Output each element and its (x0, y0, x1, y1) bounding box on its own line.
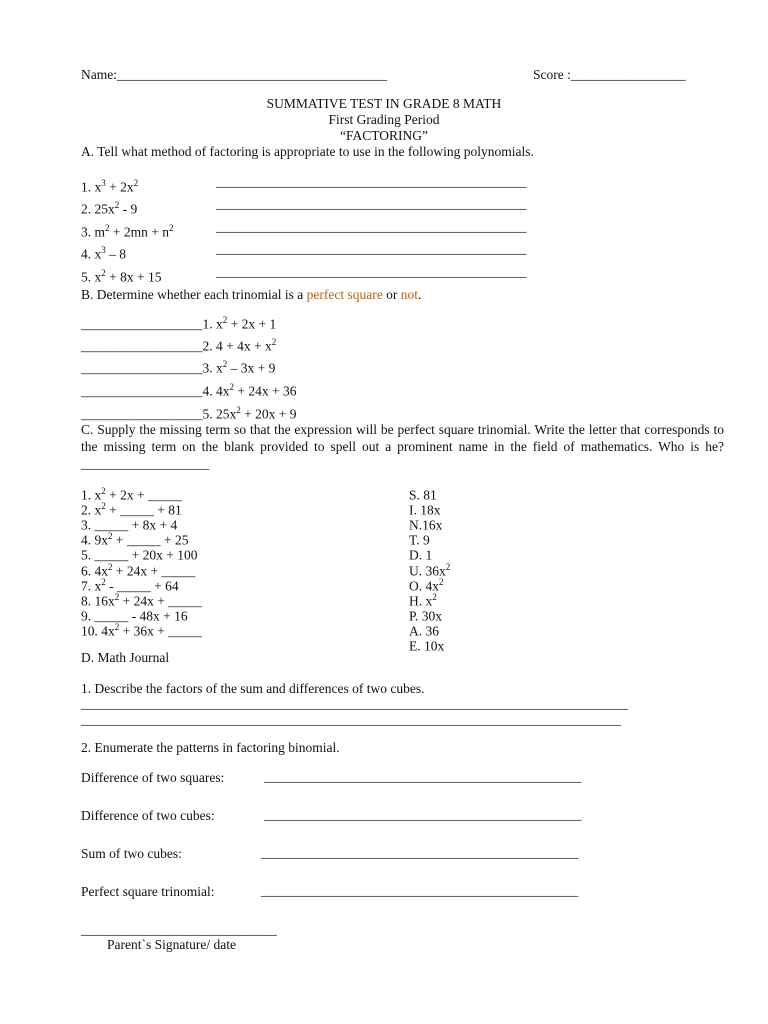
expr-pre: 4. x (81, 246, 102, 262)
journal-question-2: 2. Enumerate the patterns in factoring binomial. (81, 740, 340, 755)
name-field[interactable]: Name:________________________________________ (81, 67, 387, 82)
section-b-answer-blank[interactable]: __________________ (81, 338, 203, 354)
score-field[interactable]: Score :_________________ (533, 67, 686, 82)
expr-exp-1: 2 (222, 315, 228, 325)
section-a-item (81, 265, 161, 286)
expr-pre: 1. x (81, 487, 102, 503)
period-text: . (418, 287, 422, 302)
section-b-item (81, 356, 275, 377)
expr-pre: 2. 4 + 4x + x (202, 338, 272, 354)
expr-exp-1: 2 (432, 591, 437, 602)
section-c-instruction: C. Supply the missing term so that the expression will be perfect square trinomial. Write the letter that corresponds to the missing term on the blank provided to spell out a prominent name in the field of mathematics. Who is he? ___________________ (81, 422, 724, 471)
section-a-item (81, 242, 126, 263)
expr-exp-1: 2 (445, 561, 451, 572)
expr-exp-1: 2 (101, 268, 106, 278)
pattern-label: Difference of two cubes: (81, 808, 215, 823)
section-c-item (81, 619, 202, 640)
signature-line[interactable]: _____________________________ (81, 922, 277, 937)
expr-exp-1: 2 (222, 359, 228, 369)
expr-pre: 1. x (81, 179, 102, 195)
expr-mid: - 9 (119, 201, 138, 217)
test-title: SUMMATIVE TEST IN GRADE 8 MATH (266, 96, 502, 111)
expr-exp-1: 3 (101, 245, 106, 255)
expr-mid: + 8x + 15 (105, 269, 162, 285)
expr-mid: – 3x + 9 (227, 360, 276, 376)
expr-pre: S. 81 (409, 487, 437, 503)
expr-mid: + 36x + _____ (119, 623, 202, 639)
pattern-answer-blank[interactable]: _______________________________________________ (264, 807, 582, 822)
expr-pre: 7. x (81, 578, 102, 594)
section-a-answer-blank[interactable]: ______________________________________________ (216, 219, 527, 234)
expr-pre: 5. _____ + 20x + 100 (81, 547, 198, 563)
expr-pre: O. 4x (409, 578, 439, 594)
journal-answer-line-1[interactable]: _________________________________________________________________________________ (81, 696, 628, 711)
expr-pre: 8. 16x (81, 593, 115, 609)
pattern-label: Difference of two squares: (81, 770, 225, 785)
expr-pre: 2. x (81, 502, 102, 518)
or-text: or (382, 287, 401, 302)
section-a-item (81, 175, 138, 196)
journal-question-1: 1. Describe the factors of the sum and differences of two cubes. (81, 681, 425, 696)
expr-exp-1: 3 (101, 178, 106, 188)
expr-exp-1: 2 (114, 200, 120, 210)
expr-mid: + 2x + 1 (227, 316, 277, 332)
section-b-instruction (81, 287, 421, 303)
expr-exp-1: 2 (229, 382, 234, 392)
expr-mid: + 24x + _____ (119, 593, 202, 609)
section-b-text: B. Determine whether each trinomial is a (81, 287, 307, 302)
section-b-item (81, 334, 276, 355)
section-a-answer-blank[interactable]: ______________________________________________ (216, 241, 527, 256)
expr-pre: P. 30x (409, 608, 443, 624)
test-topic: “FACTORING” (340, 128, 428, 143)
expr-exp-2: 2 (169, 223, 174, 233)
expr-mid: + 24x + 36 (234, 383, 297, 399)
expr-exp-1: 2 (439, 576, 444, 587)
grading-period: First Grading Period (328, 112, 440, 127)
expr-exp-2: 2 (133, 178, 139, 188)
section-a-answer-blank[interactable]: ______________________________________________ (216, 196, 527, 211)
pattern-label: Perfect square trinomial: (81, 884, 215, 899)
section-b-answer-blank[interactable]: __________________ (81, 383, 203, 399)
expr-exp-1: 2 (236, 405, 241, 415)
section-d-title: D. Math Journal (81, 650, 170, 665)
section-b-answer-blank[interactable]: __________________ (81, 316, 203, 332)
section-a-item (81, 220, 174, 241)
expr-pre: I. 18x (409, 502, 441, 518)
section-a-instruction: A. Tell what method of factoring is appropriate to use in the following polynomials. (81, 144, 534, 159)
expr-exp-1: 2 (101, 486, 106, 496)
expr-pre: 1. x (202, 316, 223, 332)
expr-pre: H. x (409, 593, 433, 609)
expr-exp-1: 2 (108, 531, 113, 542)
pattern-answer-blank[interactable]: _______________________________________________ (264, 769, 582, 784)
not-term: not (400, 287, 419, 302)
expr-mid: - _____ + 64 (105, 578, 179, 594)
signature-label: Parent`s Signature/ date (107, 937, 236, 952)
expr-exp-1: 2 (101, 501, 106, 512)
perfect-square-term: perfect square (306, 287, 383, 302)
expr-mid: + 2x (105, 179, 134, 195)
section-b-item (81, 312, 276, 333)
expr-pre: U. 36x (409, 563, 446, 578)
expr-pre: D. 1 (409, 547, 433, 563)
expr-mid: + 2x + _____ (105, 487, 182, 503)
expr-mid: + 20x + 9 (240, 406, 297, 422)
expr-mid: + _____ + 81 (105, 502, 182, 518)
section-b-item (81, 402, 296, 423)
expr-mid: – 8 (105, 246, 126, 262)
expr-exp-1: 2 (108, 561, 113, 572)
section-c-choice (409, 634, 444, 655)
expr-pre: E. 10x (409, 638, 445, 654)
expr-pre: 4. 4x (202, 383, 230, 399)
pattern-label: Sum of two cubes: (81, 846, 182, 861)
expr-pre: 2. 25x (81, 201, 115, 217)
expr-exp-1: 2 (114, 621, 120, 632)
expr-pre: 3. m (81, 224, 106, 240)
expr-pre: 5. x (81, 269, 102, 285)
expr-pre: 3. _____ + 8x + 4 (81, 517, 178, 533)
expr-pre: 9. _____ - 48x + 16 (81, 608, 188, 624)
expr-pre: 4. 9x (81, 532, 108, 548)
expr-pre: A. 36 (409, 623, 439, 639)
expr-mid: + 2mn + n (109, 224, 169, 240)
section-a-answer-blank[interactable]: ______________________________________________ (216, 264, 527, 279)
expr-pre: 6. 4x (81, 563, 108, 578)
expr-mid: + 24x + _____ (112, 563, 196, 578)
expr-exp-1: 2 (114, 591, 120, 602)
section-b-answer-blank[interactable]: __________________ (81, 406, 203, 422)
expr-mid: + _____ + 25 (112, 532, 189, 548)
expr-pre: 3. x (202, 360, 223, 376)
expr-pre: N.16x (409, 517, 443, 533)
section-b-answer-blank[interactable]: __________________ (81, 360, 203, 376)
expr-exp-1: 2 (105, 223, 110, 233)
expr-pre: T. 9 (409, 532, 430, 548)
expr-exp-1: 2 (271, 337, 277, 347)
expr-pre: 10. 4x (81, 623, 115, 639)
section-a-answer-blank[interactable]: ______________________________________________ (216, 174, 527, 189)
expr-exp-1: 2 (101, 576, 106, 587)
pattern-answer-blank[interactable]: _______________________________________________ (261, 883, 579, 898)
pattern-answer-blank[interactable]: _______________________________________________ (261, 845, 579, 860)
expr-pre: 5. 25x (202, 406, 237, 422)
journal-answer-line-2[interactable]: ________________________________________________________________________________ (81, 712, 621, 727)
section-a-item (81, 197, 137, 218)
section-b-item (81, 379, 296, 400)
